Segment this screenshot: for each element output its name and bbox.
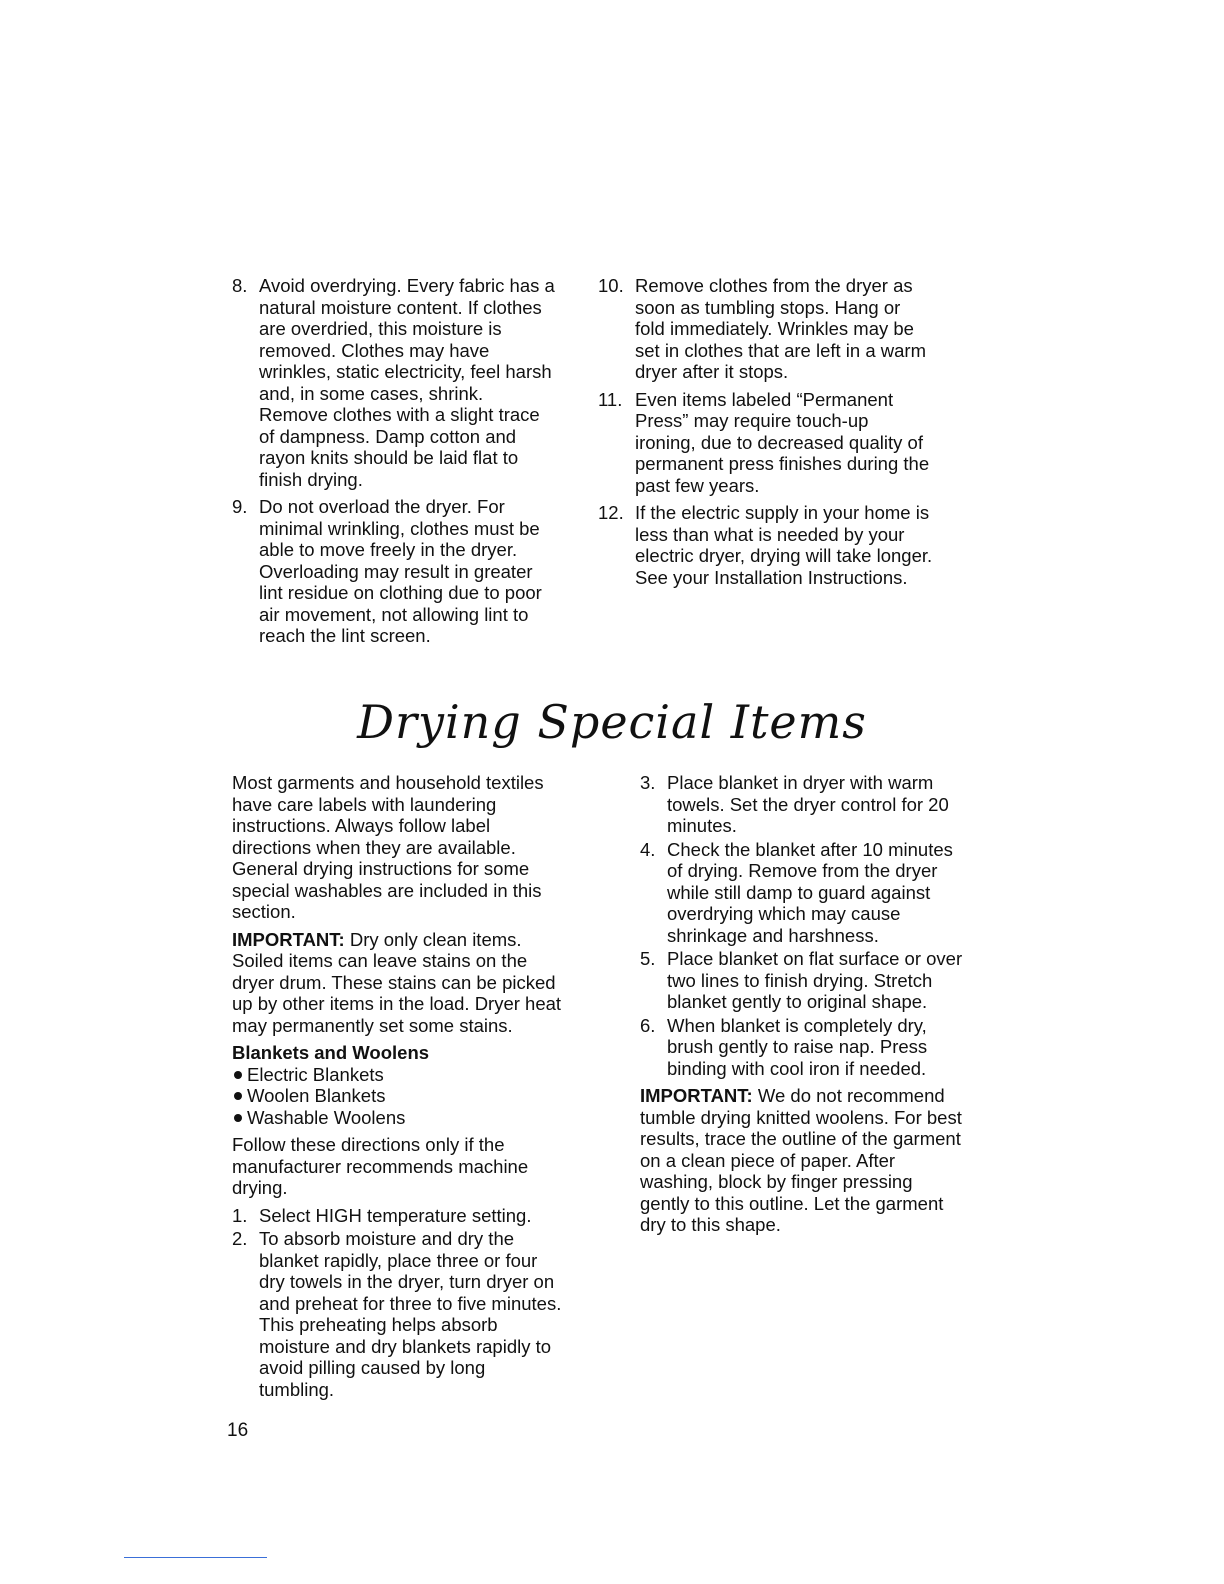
- step-number: 4.: [640, 838, 656, 860]
- bullet-item: [232, 1064, 562, 1086]
- section-title: Drying Special Items: [357, 695, 867, 749]
- bullet-text: Washable Woolens: [247, 1106, 406, 1128]
- footer-divider: [124, 1557, 267, 1558]
- follow-paragraph: Follow these directions only if the manufacturer recommends machine drying.: [232, 1134, 529, 1198]
- item-text: If the electric supply in your home is less than what is needed by your electric dryer, drying will take longer. See your Installation Instructions.: [635, 502, 933, 588]
- list-item: [232, 275, 557, 490]
- top-left-column: [232, 275, 557, 653]
- important-label: IMPORTANT:: [232, 928, 345, 950]
- step-text: Place blanket on flat surface or over two lines to finish drying. Stretch blanket gently to original shape.: [667, 948, 963, 1012]
- bullet-icon: [234, 1071, 242, 1079]
- list-item: [232, 496, 557, 647]
- item-text: Even items labeled “Permanent Press” may require touch-up ironing, due to decreased quality of permanent press finishes during the past few years.: [635, 388, 930, 496]
- step-text: Select HIGH temperature setting.: [259, 1204, 532, 1226]
- intro-paragraph: Most garments and household textiles have care labels with laundering instructions. Always follow label directions when they are available. General drying instructions for some special washables are included in this section.: [232, 772, 544, 922]
- important-label: IMPORTANT:: [640, 1085, 753, 1106]
- item-number: 8.: [232, 275, 248, 296]
- important-text: We do not recommend tumble drying knitted woolens. For best results, trace the outline of the garment on a clean piece of paper. After washing, block by finger pressing gently to this outline. Let the garment dry to this shape.: [640, 1085, 962, 1235]
- bullet-item: [232, 1085, 562, 1107]
- list-item: [598, 502, 933, 588]
- bullet-text: Woolen Blankets: [247, 1085, 386, 1106]
- step-item: [640, 839, 965, 947]
- item-number: 9.: [232, 496, 248, 517]
- item-number: 11.: [598, 388, 623, 410]
- bullet-item: [232, 1107, 562, 1129]
- step-item: [232, 1205, 562, 1227]
- item-number: 12.: [598, 502, 624, 523]
- bullet-icon: [234, 1114, 242, 1122]
- step-number: 6.: [640, 1014, 656, 1036]
- steps-list: [640, 772, 965, 1079]
- list-item: [598, 389, 933, 497]
- step-item: [232, 1228, 562, 1400]
- bottom-left-column: [232, 772, 562, 1402]
- list-item: [598, 275, 933, 383]
- item-text: Do not overload the dryer. For minimal wrinkling, clothes must be able to move freely in the dryer. Overloading may result in greater lint residue on clothing due to poor air movement, not allowing lint to reach the lint screen.: [259, 496, 542, 646]
- step-item: [640, 1015, 965, 1080]
- step-text: When blanket is completely dry, brush gently to raise nap. Press binding with cool iron if needed.: [667, 1014, 928, 1079]
- top-right-column: [598, 275, 933, 594]
- page-number: 16: [227, 1420, 249, 1441]
- item-text: Avoid overdrying. Every fabric has a natural moisture content. If clothes are overdried, this moisture is removed. Clothes may have wrinkles, static electricity, feel harsh and, in some cases, shrink. Remove clothes with a slight trace of dampness. Damp cotton and rayon knits should be laid flat to finish drying.: [259, 275, 555, 490]
- blankets-heading: Blankets and Woolens: [232, 1042, 430, 1063]
- bottom-right-column: [640, 772, 965, 1242]
- step-number: 5.: [640, 948, 656, 969]
- step-number: 3.: [640, 772, 656, 793]
- step-number: 2.: [232, 1228, 248, 1249]
- step-item: [640, 772, 965, 837]
- important-note: [640, 1085, 965, 1236]
- steps-list: [232, 1205, 562, 1401]
- item-number: 10.: [598, 275, 624, 296]
- step-number: 1.: [232, 1204, 248, 1226]
- step-item: [640, 948, 965, 1013]
- step-text: Place blanket in dryer with warm towels. Set the dryer control for 20 minutes.: [667, 772, 949, 836]
- bullet-text: Electric Blankets: [247, 1063, 384, 1085]
- important-text: Dry only clean items. Soiled items can leave stains on the dryer drum. These stains can be picked up by other items in the load. Dryer heat may permanently set some stains.: [232, 928, 562, 1036]
- step-text: Check the blanket after 10 minutes of drying. Remove from the dryer while still damp to guard against overdrying which may cause shrinkage and harshness.: [667, 838, 953, 946]
- bullet-icon: [234, 1092, 242, 1100]
- item-text: Remove clothes from the dryer as soon as tumbling stops. Hang or fold immediately. Wrinkles may be set in clothes that are left in a warm dryer after it stops.: [635, 275, 926, 382]
- step-text: To absorb moisture and dry the blanket rapidly, place three or four dry towels in the dryer, turn dryer on and preheat for three to five minutes. This preheating helps absorb moisture and dry blankets rapidly to avoid pilling caused by long tumbling.: [259, 1228, 562, 1400]
- important-note: [232, 929, 562, 1037]
